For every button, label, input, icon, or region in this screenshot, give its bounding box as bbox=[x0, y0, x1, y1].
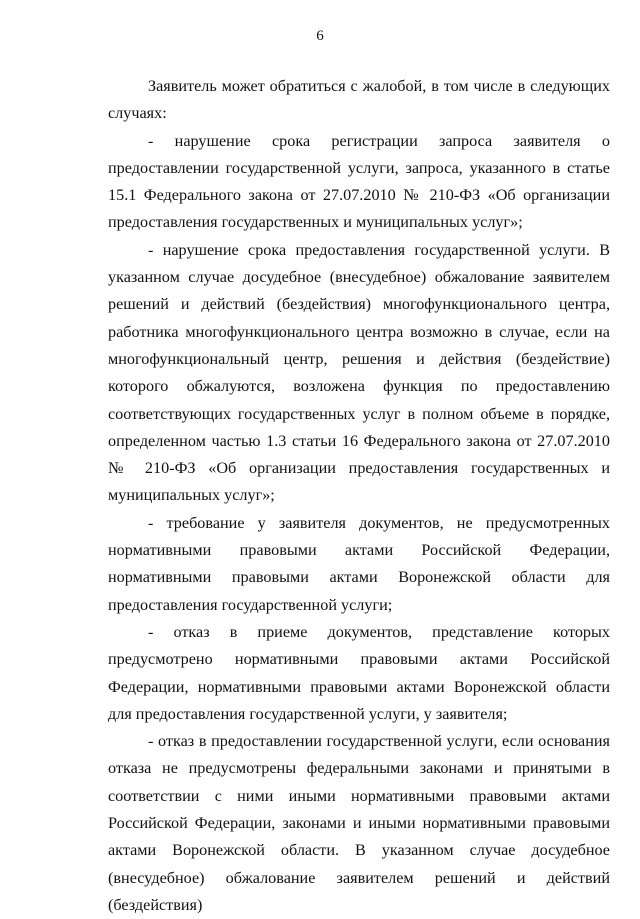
paragraph-service-refusal: - отказ в предоставлении государственной услуги, если основания отказа не предусмотрены федеральными законами и принятыми в соответствии с ними иными нормативными правовыми актами Российской Федерации, законами и иными нормативными правовыми актами Воронежской области. В указанном случае досудебное (внесудебное) обжалование заявителем решений и действий (бездействия) bbox=[108, 732, 610, 914]
paragraph-extra-documents: - требование у заявителя документов, не предусмотренных нормативными правовыми актами Российской Федерации, нормативными правовыми актами Воронежской области для предоставления государственной услуги; bbox=[108, 513, 610, 614]
document-body bbox=[108, 73, 610, 919]
paragraph-intro: Заявитель может обратиться с жалобой, в том числе в следующих случаях: bbox=[108, 77, 610, 123]
paragraph-registration-delay: - нарушение срока регистрации запроса заявителя о предоставлении государственной услуги, запроса, указанного в статье 15.1 Федерального закона от 27.07.2010 № 210-ФЗ «Об организации предоставления государственных и муниципальных услуг»; bbox=[108, 131, 610, 232]
page-number: 6 bbox=[316, 28, 324, 44]
paragraph-document-refusal: - отказ в приеме документов, представление которых предусмотрено нормативными правовыми актами Российской Федерации, нормативными правовыми актами Воронежской области для предоставления государственной услуги, у заявителя; bbox=[108, 622, 610, 723]
paragraph-service-delay: - нарушение срока предоставления государственной услуги. В указанном случае досудебное (внесудебное) обжалование заявителем решений и действий (бездействия) многофункционального центра, работника многофункционального центра возможно в случае, если на многофункциональный центр, решения и действия (бездействие) которого обжалуются, возложена функция по предоставлению соответствующих государственных услуг в полном объеме в порядке, определенном частью 1.3 статьи 16 Федерального закона от 27.07.2010 № 210-ФЗ «Об организации предоставления государственных и муниципальных услуг»; bbox=[108, 240, 610, 505]
